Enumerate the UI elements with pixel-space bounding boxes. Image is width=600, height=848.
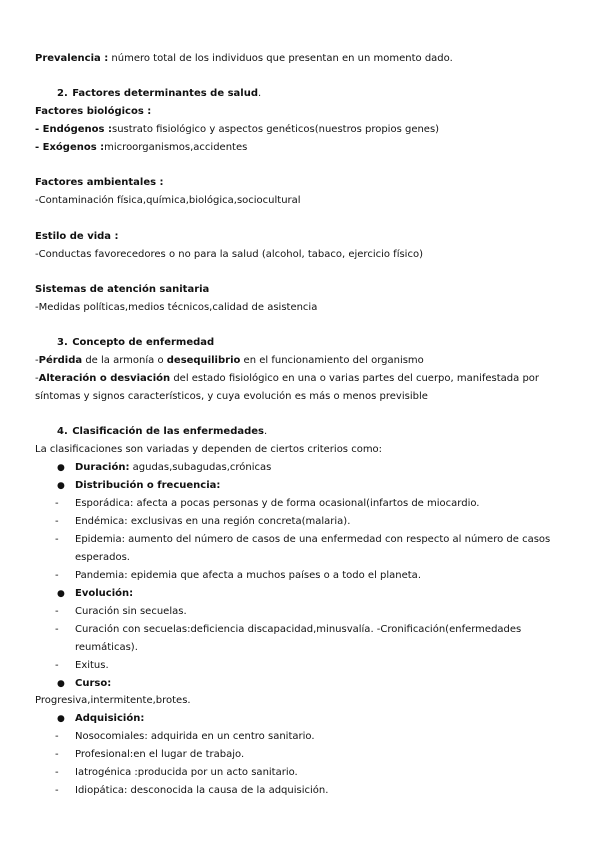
perdida-dash: - <box>35 355 39 366</box>
prevalencia-term: Prevalencia : <box>35 53 109 64</box>
bullet-icon: ● <box>57 463 65 473</box>
dash-marker: - <box>55 767 59 778</box>
estilo-vida-heading: Estilo de vida : <box>35 231 119 242</box>
section-2-number: 2. <box>57 88 68 99</box>
dash-marker: - <box>55 785 59 796</box>
section-4-number: 4. <box>57 426 68 437</box>
esporadica-text: Esporádica: afecta a pocas personas y de forma ocasional(infartos de miocardio. <box>75 498 480 509</box>
dash-marker: - <box>55 660 59 671</box>
pandemia-text: Pandemia: epidemia que afecta a muchos países o a todo el planeta. <box>75 570 421 581</box>
section-4-tail: . <box>264 426 268 437</box>
curso-term: Curso: <box>75 678 112 689</box>
nosocomiales-text: Nosocomiales: adquirida en un centro sanitario. <box>75 731 315 742</box>
profesional-text: Profesional:en el lugar de trabajo. <box>75 749 245 760</box>
duracion-term: Duración: <box>75 462 130 473</box>
adquisicion-term: Adquisición: <box>75 713 145 724</box>
ambientales-heading: Factores ambientales : <box>35 177 164 188</box>
section-2-tail: . <box>258 88 262 99</box>
section-3-heading <box>57 336 214 350</box>
estilo-vida-text: -Conductas favorecedores o no para la salud (alcohol, tabaco, ejercicio físico) <box>35 249 423 260</box>
dash-marker: - <box>55 624 59 635</box>
clasificacion-intro: La clasificaciones son variadas y dependen de ciertos criterios como: <box>35 444 383 455</box>
endogenos-text: sustrato fisiológico y aspectos genéticos(nuestros propios genes) <box>111 124 440 135</box>
section-2-heading <box>57 87 261 101</box>
curacion-con-text-2: reumáticas). <box>75 642 138 653</box>
duracion-text: agudas,subagudas,crónicas <box>129 462 272 473</box>
alteracion-dash: - <box>35 373 39 384</box>
epidemia-text-2: esperados. <box>75 552 130 563</box>
dash-marker: - <box>55 570 59 581</box>
section-4-heading <box>57 425 267 439</box>
dash-marker: - <box>55 498 59 509</box>
bullet-icon: ● <box>57 679 65 689</box>
dash-marker: - <box>55 606 59 617</box>
section-3-title: Concepto de enfermedad <box>72 337 215 348</box>
section-2-title: Factores determinantes de salud <box>72 88 258 99</box>
alteracion-text: del estado fisiológico en una o varias partes del cuerpo, manifestada por <box>170 373 540 384</box>
curacion-con-text-1: Curación con secuelas:deficiencia discapacidad,minusvalía. -Cronificación(enfermedades <box>75 624 522 635</box>
exitus-text: Exitus. <box>75 660 109 671</box>
epidemia-text-1: Epidemia: aumento del número de casos de una enfermedad con respecto al número de casos <box>75 534 551 545</box>
bio-heading: Factores biológicos : <box>35 106 152 117</box>
sistemas-text: -Medidas políticas,medios técnicos,calidad de asistencia <box>35 302 318 313</box>
dash-marker: - <box>55 731 59 742</box>
desequilibrio-term: desequilibrio <box>166 355 241 366</box>
bullet-icon: ● <box>57 589 65 599</box>
iatrogenica-text: Iatrogénica :producida por un acto sanitario. <box>75 767 298 778</box>
endogenos-line <box>35 123 439 137</box>
distribucion-term: Distribución o frecuencia: <box>75 480 221 491</box>
perdida-term: Pérdida <box>38 355 83 366</box>
perdida-text-1: de la armonía o <box>82 355 167 366</box>
section-4-title: Clasificación de las enfermedades <box>72 426 264 437</box>
sistemas-heading: Sistemas de atención sanitaria <box>35 284 210 295</box>
evolucion-term: Evolución: <box>75 588 134 599</box>
alteracion-line-2: síntomas y signos característicos, y cuya evolución es más o menos previsible <box>35 391 428 402</box>
bullet-icon: ● <box>57 481 65 491</box>
exogenos-text: microorganismos,accidentes <box>104 142 248 153</box>
prevalencia-definition: número total de los individuos que presentan en un momento dado. <box>108 53 453 64</box>
section-3-number: 3. <box>57 337 68 348</box>
idiopatica-text: Idiopática: desconocida la causa de la adquisición. <box>75 785 329 796</box>
endemica-text: Endémica: exclusivas en una región concreta(malaria). <box>75 516 351 527</box>
prevalencia-line <box>35 52 453 66</box>
dash-marker: - <box>55 516 59 527</box>
dash-marker: - <box>55 749 59 760</box>
curso-text: Progresiva,intermitente,brotes. <box>35 695 191 706</box>
alteracion-term: Alteración o desviación <box>38 373 171 384</box>
bullet-icon: ● <box>57 714 65 724</box>
alteracion-line <box>35 372 539 386</box>
dash-marker: - <box>55 534 59 545</box>
perdida-text-2: en el funcionamiento del organismo <box>240 355 424 366</box>
perdida-line <box>35 354 424 368</box>
exogenos-term: - Exógenos : <box>35 142 105 153</box>
endogenos-term: - Endógenos : <box>35 124 112 135</box>
curacion-sin-text: Curación sin secuelas. <box>75 606 187 617</box>
exogenos-line <box>35 141 247 155</box>
ambientales-text: -Contaminación física,química,biológica,sociocultural <box>35 195 301 206</box>
